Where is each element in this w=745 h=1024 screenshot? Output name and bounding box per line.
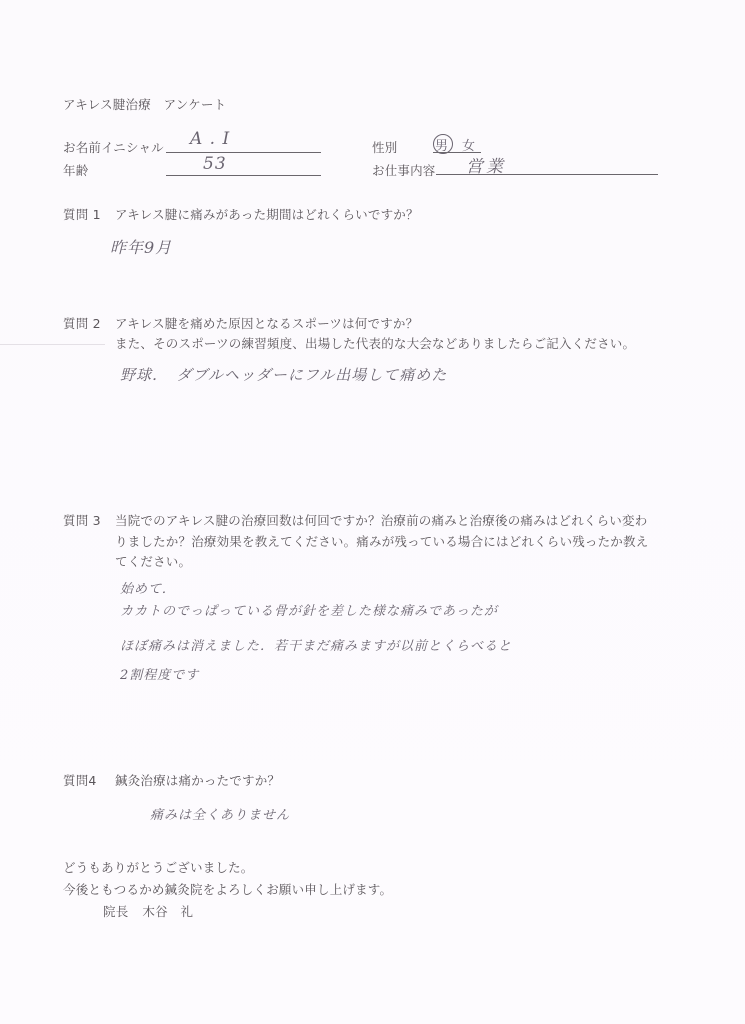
- age-value[interactable]: 53: [203, 154, 227, 174]
- question-3-text-line-3: てください。: [115, 554, 192, 569]
- question-2-text-line-1: アキレス腱を痛めた原因となるスポーツは何ですか？: [115, 316, 419, 331]
- signature-title: 院長: [103, 904, 129, 919]
- question-4-number: 質問4: [63, 773, 97, 788]
- question-3-number: 質問 3: [63, 513, 101, 528]
- question-2-number: 質問 2: [63, 316, 101, 331]
- occupation-label: お仕事内容: [372, 163, 436, 178]
- name-value[interactable]: A . I: [190, 129, 231, 149]
- question-3-text-line-2: りましたか？治療効果を教えてください。痛みが残っている場合にはどれくらい残ったか教え: [115, 534, 649, 549]
- signature: [103, 902, 193, 920]
- gender-option-male[interactable]: 男: [435, 139, 450, 154]
- age-underline: [166, 175, 321, 176]
- answer-3-line-2[interactable]: カカトのでっぱっている骨が針を差した様な痛みであったが: [120, 604, 498, 619]
- question-2: [63, 314, 418, 332]
- gender-label: 性別: [372, 140, 398, 155]
- answer-3-line-4[interactable]: 2割程度です: [120, 668, 200, 683]
- name-underline: [166, 152, 321, 153]
- question-4: [63, 771, 280, 789]
- name-label: お名前イニシャル: [63, 140, 164, 155]
- answer-4[interactable]: 痛みは全くありません: [150, 808, 291, 823]
- scan-artifact-line: [0, 344, 105, 345]
- question-4-text: 鍼灸治療は痛かったですか？: [115, 773, 281, 788]
- signature-name: 木谷 礼: [142, 904, 194, 919]
- occupation-value[interactable]: 営業: [466, 157, 506, 177]
- question-1-number: 質問 1: [63, 207, 101, 222]
- question-1: [63, 205, 419, 223]
- answer-3-line-1[interactable]: 始めて．: [120, 582, 176, 597]
- question-3-text-line-1: 当院でのアキレス腱の治療回数は何回ですか？治療前の痛みと治療後の痛みはどれくらい変わ: [115, 513, 648, 528]
- closing-regards: 今後ともつるかめ鍼灸院をよろしくお願い申し上げます。: [63, 882, 393, 897]
- question-1-text: アキレス腱に痛みがあった期間はどれくらいですか？: [115, 207, 419, 222]
- age-label: 年齢: [63, 163, 89, 178]
- answer-1[interactable]: 昨年9月: [110, 238, 173, 257]
- answer-2[interactable]: 野球． ダブルヘッダーにフル出場して痛めた: [120, 366, 448, 384]
- answer-3-line-3[interactable]: ほぼ痛みは消えました．若干まだ痛みますが以前とくらべると: [120, 639, 513, 654]
- closing-thanks: どうもありがとうございました。: [63, 860, 254, 875]
- gender-option-female[interactable]: 女: [462, 139, 477, 154]
- question-3: [63, 511, 647, 529]
- question-2-text-line-2: また、そのスポーツの練習頻度、出場した代表的な大会などありましたらご記入ください。: [115, 336, 636, 351]
- survey-title: アキレス腱治療 アンケート: [63, 97, 227, 112]
